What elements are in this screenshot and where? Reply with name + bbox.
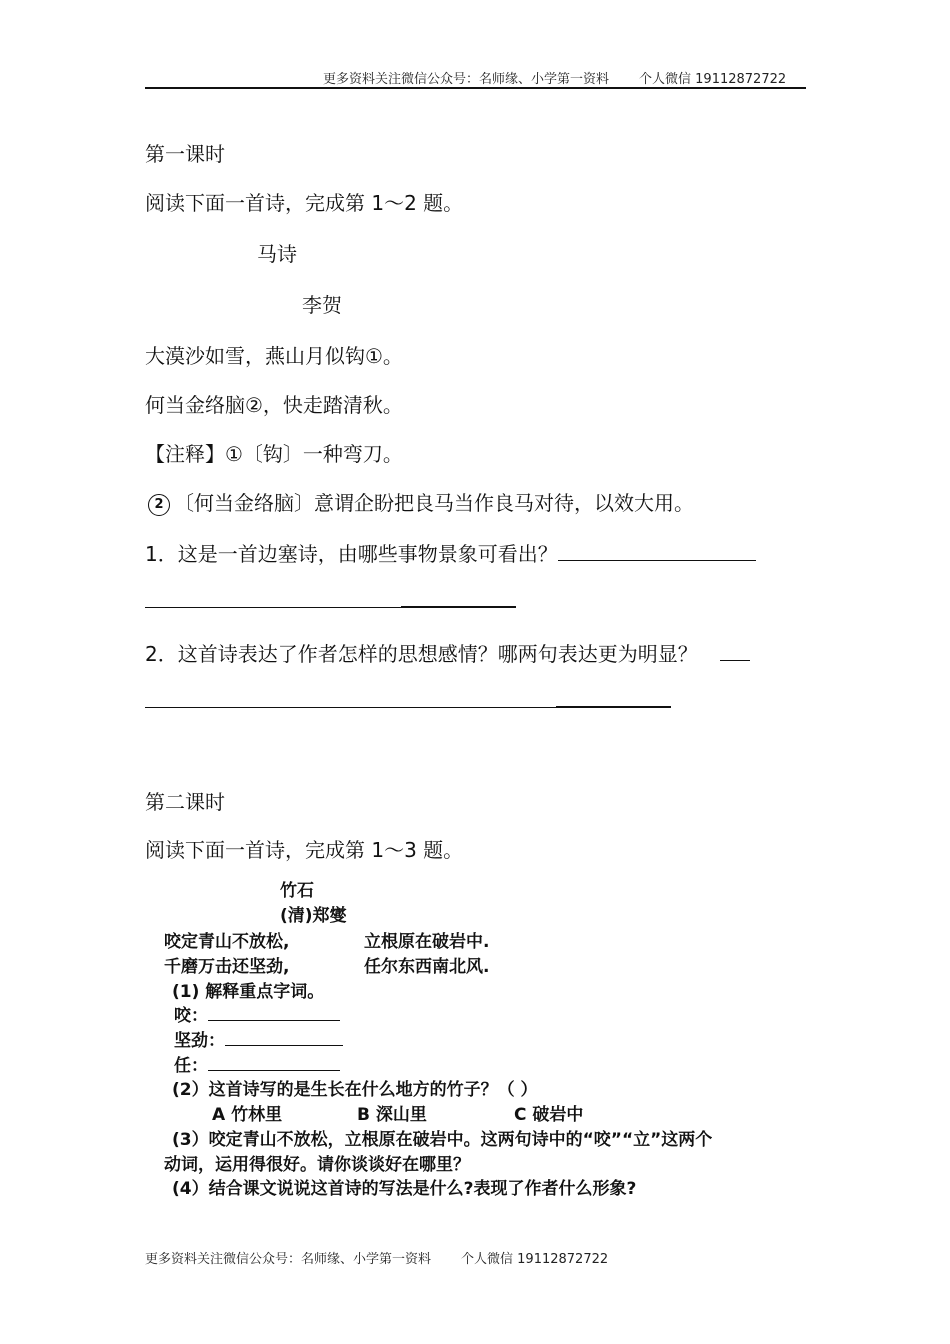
- word-2-label: 坚劲：: [174, 1031, 225, 1051]
- answer-blank[interactable]: [720, 640, 750, 661]
- lesson2-poem-line-1a: 咬定青山不放松,: [164, 932, 290, 952]
- option-b[interactable]: B 深山里: [357, 1105, 427, 1125]
- footer-source: 更多资料关注微信公众号：名师缘、小学第一资料: [145, 1252, 432, 1267]
- answer-blank[interactable]: [558, 540, 756, 561]
- lesson2-poem-title: 竹石: [280, 881, 314, 901]
- lesson1-poem-title: 马诗: [257, 242, 297, 266]
- answer-blank[interactable]: [208, 1054, 340, 1071]
- lesson1-poem-line-1: 大漠沙如雪，燕山月似钩①。: [145, 344, 403, 368]
- footer-contact: 个人微信 19112872722: [461, 1252, 609, 1267]
- answer-blank[interactable]: [401, 590, 516, 608]
- word-1-label: 咬：: [174, 1006, 208, 1026]
- lesson2-poem-line-1b: 立根原在破岩中.: [364, 932, 490, 952]
- lesson2-question-3-line-1: (3）咬定青山不放松，立根原在破岩中。这两句诗中的“咬”“立”这两个: [172, 1130, 713, 1150]
- answer-blank[interactable]: [208, 1004, 340, 1021]
- lesson1-author: 李贺: [302, 293, 342, 317]
- option-a[interactable]: A 竹林里: [212, 1105, 283, 1125]
- lesson2-poem-line-2b: 任尔东西南北风.: [364, 957, 490, 977]
- lesson1-instruction: 阅读下面一首诗，完成第 1～2 题。: [145, 191, 464, 215]
- lesson1-note-1: 【注释】①〔钩〕一种弯刀。: [145, 442, 403, 466]
- lesson2-question-2: (2）这首诗写的是生长在什么地方的竹子？（ ）: [172, 1080, 538, 1100]
- lesson1-answer-line-1[interactable]: [145, 590, 516, 612]
- lesson2-question-1: (1) 解释重点字词。: [172, 982, 325, 1002]
- lesson1-answer-line-2[interactable]: [145, 692, 671, 712]
- lesson2-poem-line-2a: 千磨万击还坚劲,: [164, 957, 290, 977]
- note-2-text: 〔何当金络脑〕意谓企盼把良马当作良马对待，以效大用。: [174, 491, 694, 515]
- answer-blank[interactable]: [225, 1029, 343, 1046]
- lesson1-poem-line-2: 何当金络脑②，快走踏清秋。: [145, 393, 403, 417]
- option-c[interactable]: C 破岩中: [514, 1105, 584, 1125]
- lesson1-question-2: [145, 638, 750, 667]
- lesson2-question-4: (4）结合课文说说这首诗的写法是什么?表现了作者什么形象?: [172, 1179, 637, 1199]
- word-2: [174, 1026, 343, 1051]
- answer-blank[interactable]: [556, 692, 671, 708]
- header-source: 更多资料关注微信公众号：名师缘、小学第一资料: [323, 72, 610, 87]
- header-contact: 个人微信 19112872722: [639, 72, 787, 87]
- lesson2-author: (清)郑燮: [280, 906, 347, 926]
- header-rule: [145, 87, 806, 89]
- lesson1-note-2: [148, 487, 694, 516]
- word-3-label: 任：: [174, 1056, 208, 1076]
- answer-blank[interactable]: [145, 693, 556, 708]
- answer-blank[interactable]: [145, 591, 401, 608]
- question-2-text: 2．这首诗表达了作者怎样的思想感情？哪两句表达更为明显？: [145, 642, 698, 666]
- word-1: [174, 1001, 340, 1026]
- lesson2-question-3-line-2: 动词，运用得很好。请你谈谈好在哪里？: [164, 1155, 470, 1175]
- header-text: [323, 68, 786, 87]
- lesson1-title: 第一课时: [145, 142, 225, 166]
- lesson2-title: 第二课时: [145, 790, 225, 814]
- footer-text: [145, 1248, 608, 1267]
- lesson1-question-1: [145, 538, 756, 567]
- question-1-text: 1．这是一首边塞诗，由哪些事物景象可看出？: [145, 542, 558, 566]
- lesson2-instruction: 阅读下面一首诗，完成第 1～3 题。: [145, 838, 464, 862]
- circled-number-icon: 2: [148, 494, 170, 516]
- word-3: [174, 1051, 340, 1076]
